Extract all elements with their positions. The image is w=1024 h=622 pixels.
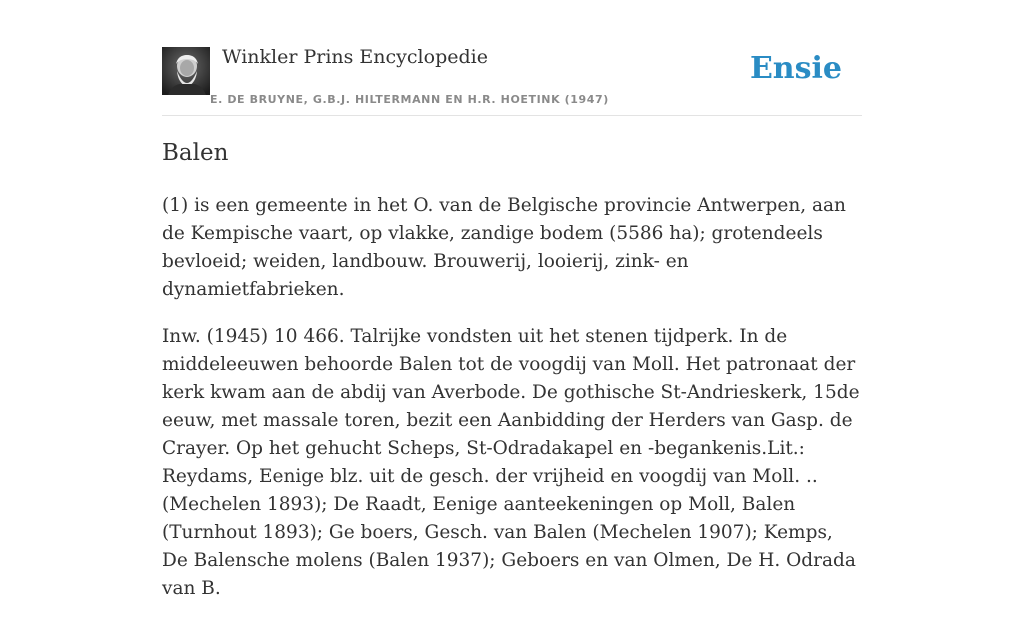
page-container (162, 0, 862, 599)
author-avatar (162, 47, 210, 95)
source-authors: E. DE BRUYNE, G.B.J. HILTERMANN EN H.R. HOETINK (1947) (210, 93, 609, 106)
entry-title: Balen (162, 140, 229, 166)
portrait-photo-icon (162, 47, 210, 95)
source-header (162, 0, 862, 116)
entry-paragraph: (1) is een gemeente in het O. van de Belgische provincie Antwerpen, aan de Kempische vaart, op vlakke, zandige bodem (5586 ha); grotendeels bevloeid; weiden, landbouw. Brouwerij, looierij, zink- en dynamietfabrieken. (162, 195, 846, 300)
entry-body (162, 192, 864, 622)
source-title[interactable]: Winkler Prins Encyclopedie (222, 46, 488, 68)
brand-logo-link[interactable]: Ensie (749, 51, 842, 86)
entry-paragraph: Inw. (1945) 10 466. Talrijke vondsten uit het stenen tijdperk. In de middeleeuwen behoorde Balen tot de voogdij van Moll. Het patronaat der kerk kwam aan de abdij van Averbode. De gothische St-Andrieskerk, 15de eeuw, met massale toren, bezit een Aanbidding der Herders van Gasp. de Crayer. Op het gehucht Scheps, St-Odradakapel en -begankenis.Lit.: Reydams, Eenige blz. uit de gesch. der vrijheid en voogdij van Moll. .. (Mechelen 1893); De Raadt, Eenige aanteekeningen op Moll, Balen (Turnhout 1893); Ge boers, Gesch. van Balen (Mechelen 1907); Kemps, De Balensche molens (Balen 1937); Geboers en van Olmen, De H. Odrada van B. (162, 326, 860, 599)
